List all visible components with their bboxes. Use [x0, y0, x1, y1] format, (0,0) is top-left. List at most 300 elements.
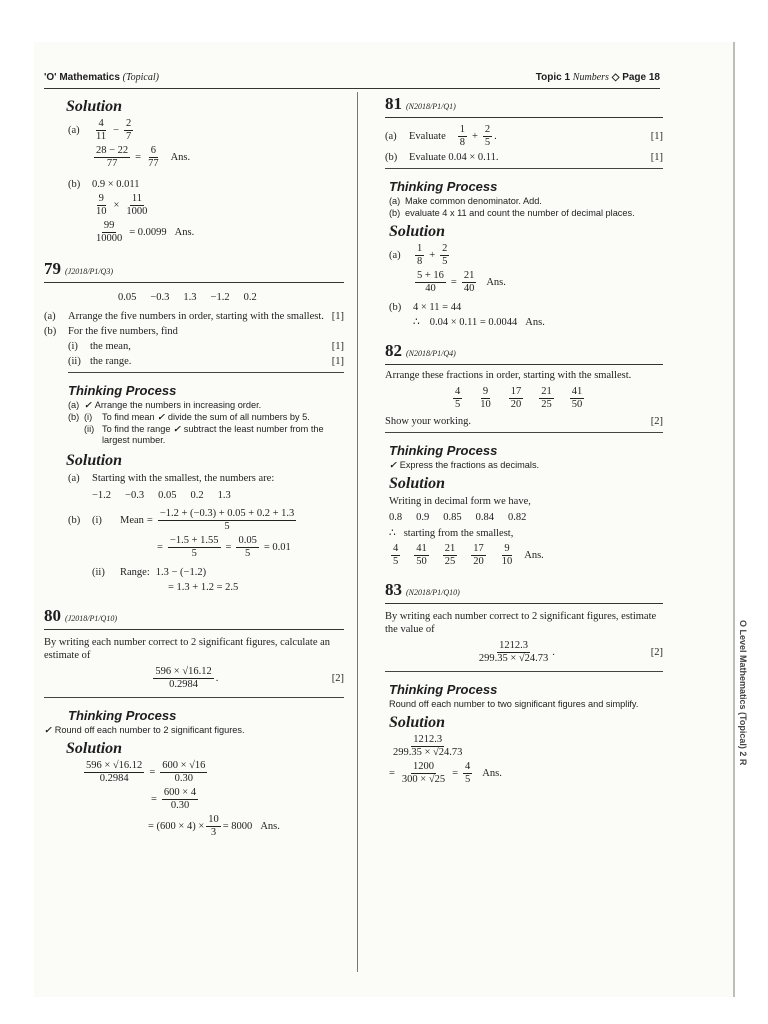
sol82-decimals: [389, 511, 663, 524]
question-text: Evaluate 0.04 × 0.11.: [409, 152, 499, 163]
numerator: 11: [131, 193, 142, 204]
fraction: [477, 640, 550, 665]
marks: [2]: [331, 673, 344, 684]
number-item: 1.3: [217, 490, 231, 501]
fraction: [415, 243, 424, 268]
denominator: 40: [425, 283, 436, 294]
part-label: (a): [389, 250, 401, 261]
sol80-step1: [82, 760, 344, 785]
answer-mark: Ans.: [260, 821, 280, 832]
operator: +: [471, 131, 478, 142]
solution-79: [68, 472, 344, 594]
q81-b: [385, 151, 663, 169]
answer-mark: Ans.: [482, 768, 502, 779]
number-item: 0.8: [389, 512, 403, 523]
part-label: (a): [68, 125, 80, 136]
answer-mark: Ans.: [170, 152, 191, 163]
part-label: (a): [389, 196, 401, 206]
fraction: [206, 814, 221, 839]
numerator: 596 × √16.12: [155, 666, 212, 677]
numerator: 5 + 16: [417, 270, 444, 281]
fraction: [539, 386, 554, 411]
fraction: [570, 386, 585, 411]
operator: =: [146, 515, 153, 526]
solution-heading: Solution: [66, 98, 123, 115]
number-item: 0.2: [190, 490, 204, 501]
tp-text: evaluate 4 x 11 and count the number of decimal places.: [405, 208, 635, 218]
fraction: [94, 220, 124, 245]
question-82-header: [385, 341, 663, 365]
part-label: (a): [44, 311, 56, 322]
result: = 0.0099: [129, 227, 167, 238]
numerator: 4: [455, 386, 461, 397]
period: .: [215, 673, 219, 684]
numerator: 600 × √16: [162, 760, 206, 771]
result: 0.04 × 0.11 = 0.0044: [429, 317, 518, 328]
part-label: (b): [389, 302, 402, 313]
solution-heading: Solution: [389, 714, 446, 731]
fraction: [453, 386, 462, 411]
marks: [1]: [650, 152, 663, 163]
sol83-step2: [389, 761, 663, 786]
numerator: 17: [510, 386, 522, 397]
subpart-label: (ii): [92, 567, 105, 578]
fraction: [415, 270, 446, 295]
numerator: 2: [484, 124, 491, 135]
solution-82: [389, 495, 663, 568]
subpart-label: (i): [92, 515, 102, 526]
question-number: 80: [44, 606, 61, 625]
sol82-text2: [389, 527, 663, 540]
numerator: 1: [459, 124, 465, 135]
tp-text: Round off each number to 2 significant figures.: [54, 725, 245, 735]
header-left: [44, 72, 159, 83]
subpart-label: (i): [84, 412, 93, 422]
solution-heading: Solution: [389, 475, 446, 492]
numerator: 1200: [413, 761, 435, 772]
denominator: 20: [510, 399, 522, 410]
book-subtitle: (Topical): [122, 72, 159, 83]
sol79-order: [92, 489, 344, 502]
q83-expression: [385, 640, 663, 665]
fraction: [124, 118, 133, 143]
subpart-label: (ii): [84, 424, 95, 434]
numerator: 1212.3: [499, 640, 528, 651]
tp83-body: Round off each number to two significant figures and simplify.: [389, 699, 639, 709]
pen-icon: ✓: [84, 400, 92, 410]
number-item: 0.05: [118, 292, 137, 303]
fraction: [509, 386, 524, 411]
subpart-label: (i): [68, 341, 78, 352]
tp82-body: [389, 460, 663, 471]
answer-mark: Ans.: [486, 277, 506, 288]
numerator: 9: [482, 386, 489, 397]
marks: [1]: [331, 311, 344, 322]
denominator: 5: [191, 548, 197, 559]
q82-show: [385, 415, 663, 433]
operator: =: [151, 794, 157, 805]
number-item: −0.3: [125, 490, 145, 501]
number-item: −1.2: [92, 490, 112, 501]
sol80-step3: [148, 814, 344, 839]
question-reference: (J2018/P1/Q10): [65, 614, 117, 623]
topic-name: Numbers: [572, 72, 609, 83]
tp81-b: [389, 208, 663, 219]
right-column: [385, 94, 663, 788]
numerator: 1212.3: [413, 734, 443, 745]
numerator: 28 − 22: [96, 145, 129, 156]
tp-text: divide the sum of all numbers by 5.: [167, 412, 310, 422]
denominator: 0.2984: [169, 679, 198, 690]
question-number: 79: [44, 259, 61, 278]
solution-text: starting from the smallest,: [403, 528, 514, 539]
q79-b-i: [68, 340, 344, 353]
question-number: 81: [385, 94, 402, 113]
denominator: 25: [541, 399, 552, 410]
fraction: [162, 787, 198, 812]
q79-numbers: [118, 291, 344, 304]
fraction: [400, 761, 447, 786]
answer-mark: Ans.: [525, 317, 545, 328]
denominator: 5: [245, 548, 251, 559]
fraction: [414, 543, 429, 568]
number-item: 0.85: [443, 512, 462, 523]
question-reference: (N2018/P1/Q1): [406, 102, 456, 111]
sol78-a: [68, 118, 344, 143]
denominator: 11: [96, 131, 107, 142]
numerator: 596 × √16.12: [86, 760, 143, 771]
operator: =: [389, 768, 395, 779]
operator: =: [157, 542, 163, 553]
number-item: 0.84: [475, 512, 494, 523]
period: .: [494, 131, 497, 142]
solution-80: [68, 760, 344, 839]
question-text: the range.: [90, 356, 132, 367]
denominator: 1000: [126, 206, 148, 217]
tp81-body: [389, 196, 663, 219]
denominator: 50: [571, 399, 583, 410]
pen-icon: ✓: [389, 460, 397, 470]
number-item: 0.2: [243, 292, 257, 303]
tp80-body: [44, 725, 344, 736]
tp-text: Express the fractions as decimals.: [399, 460, 540, 470]
denominator: 5: [484, 137, 491, 148]
fraction: [94, 145, 130, 170]
part-label: (b): [385, 152, 398, 163]
tp-text: To find the range: [102, 424, 171, 434]
number-item: 0.82: [508, 512, 527, 523]
question-rule: [44, 697, 344, 698]
numerator: −1.5 + 1.55: [169, 535, 219, 546]
part-label: (b): [389, 208, 401, 218]
numerator: 9: [504, 543, 510, 554]
question-80-header: [44, 606, 344, 630]
number-item: 1.3: [183, 292, 197, 303]
fraction: [168, 535, 221, 560]
question-81-header: [385, 94, 663, 118]
numerator: 41: [571, 386, 583, 397]
denominator: 77: [148, 158, 159, 169]
question-number: 83: [385, 580, 402, 599]
operator: =: [135, 152, 142, 163]
q79-b: [44, 325, 344, 338]
diamond-icon: ◇: [611, 72, 620, 83]
denominator: 5: [393, 556, 399, 567]
fraction: [124, 193, 149, 218]
q80-text: By writing each number correct to 2 significant figures, calculate an estimate of: [44, 637, 331, 661]
fraction: [462, 270, 477, 295]
numerator: 99: [103, 220, 115, 231]
expression: = (600 × 4) ×: [148, 821, 205, 832]
fraction: [391, 734, 464, 759]
question-79-header: [44, 259, 344, 283]
fraction: [458, 124, 467, 149]
thinking-process-heading: Thinking Process: [389, 443, 498, 458]
question-rule: [385, 671, 663, 672]
tp-text: Arrange the numbers in increasing order.: [94, 400, 262, 410]
fraction: [84, 760, 144, 785]
question-text: Show your working.: [385, 416, 472, 427]
solution-text: Starting with the smallest, the numbers are:: [92, 473, 275, 484]
thinking-process-heading: Thinking Process: [68, 383, 177, 398]
numerator: 4: [98, 118, 104, 129]
tp79-b-i: [68, 412, 344, 423]
q81-a: [385, 124, 663, 149]
fraction: [236, 535, 258, 560]
part-label: (b): [68, 515, 81, 526]
denominator: 8: [459, 137, 465, 148]
operator: −: [113, 125, 120, 136]
thinking-process-heading: Thinking Process: [389, 179, 498, 194]
expression: 4 × 11 = 44: [413, 302, 462, 313]
marks: [2]: [650, 416, 663, 427]
binding-edge: [733, 42, 735, 997]
tp79-body: [68, 400, 344, 446]
denominator: 300 × √25: [401, 774, 446, 785]
q79-a: [44, 310, 344, 323]
number-item: 0.05: [158, 490, 177, 501]
numerator: 21: [541, 386, 552, 397]
tp-text: subtract the least number from the largest number.: [102, 424, 324, 445]
question-reference: (J2018/P1/Q3): [65, 267, 113, 276]
marks: [1]: [650, 131, 663, 142]
part-label: (b): [68, 179, 81, 190]
solution-heading: Solution: [389, 223, 446, 240]
sol78-b: [68, 178, 344, 191]
side-margin-text: O Level Mathematics (Topical) 2 R: [738, 620, 748, 766]
question-number: 82: [385, 341, 402, 360]
fraction: [440, 243, 449, 268]
numerator: 10: [208, 814, 219, 825]
denominator: 10: [96, 206, 107, 217]
numerator: 21: [463, 270, 475, 281]
tp79-a: [68, 400, 344, 411]
denominator: 10: [501, 556, 513, 567]
expression: 1.3 − (−1.2): [155, 567, 207, 578]
part-label: (b): [68, 412, 80, 422]
operator: =: [452, 768, 459, 779]
number-item: −1.2: [210, 292, 230, 303]
fraction: [158, 508, 296, 533]
solution-78: [68, 118, 344, 245]
denominator: 0.2984: [99, 773, 129, 784]
page-number: Page 18: [622, 72, 660, 83]
operator: =: [450, 277, 457, 288]
q80-expression: [44, 666, 344, 691]
denominator: 0.30: [174, 773, 194, 784]
marks: [1]: [331, 341, 344, 352]
thinking-process-heading: Thinking Process: [68, 708, 177, 723]
question-text: Evaluate: [409, 131, 446, 142]
left-column: [44, 94, 344, 841]
numerator: 0.05: [238, 535, 257, 546]
sol81-b: [389, 301, 663, 314]
pen-icon: ✓: [44, 725, 52, 735]
denominator: 5: [465, 774, 471, 785]
numerator: −1.2 + (−0.3) + 0.05 + 0.2 + 1.3: [159, 508, 295, 519]
fraction: [471, 543, 486, 568]
denominator: 8: [417, 256, 423, 267]
pen-icon: ✓: [173, 424, 181, 434]
column-divider: [357, 92, 358, 972]
answer-mark: Ans.: [524, 550, 544, 561]
numerator: 6: [150, 145, 156, 156]
operator: ×: [113, 200, 120, 211]
tp79-b-ii: [68, 424, 344, 446]
operator: =: [149, 767, 156, 778]
result: = 1.3 + 1.2 = 2.5: [168, 582, 239, 593]
number-item: 0.9: [416, 512, 430, 523]
question-text: the mean,: [90, 341, 131, 352]
range-label: Range:: [120, 567, 150, 578]
subpart-label: (ii): [68, 356, 81, 367]
page-header: [44, 72, 660, 86]
part-label: (a): [68, 400, 80, 410]
answer-mark: Ans.: [174, 227, 195, 238]
denominator: 5: [442, 256, 448, 267]
denominator: 3: [210, 827, 217, 838]
q83-text: By writing each number correct to 2 significant figures, estimate the value of: [385, 611, 657, 635]
numerator: 4: [465, 761, 471, 772]
solution-heading: Solution: [66, 740, 123, 757]
thinking-process-heading: Thinking Process: [389, 682, 498, 697]
sol79-mean-step: [154, 535, 344, 560]
fraction: [146, 145, 161, 170]
sol82-ordered: [389, 543, 663, 568]
denominator: 7: [126, 131, 132, 142]
sol79-range-result: [168, 581, 344, 594]
question-reference: (N2018/P1/Q10): [406, 588, 460, 597]
fraction: [500, 543, 515, 568]
sol78-a-step: [92, 145, 344, 170]
header-rule: [44, 88, 660, 89]
therefore-icon: ∴: [413, 317, 420, 328]
topic-label: Topic 1: [535, 72, 571, 83]
sol83-step1: [389, 734, 663, 759]
question-reference: (N2018/P1/Q4): [406, 349, 456, 358]
fraction: [391, 543, 400, 568]
denominator: 25: [444, 556, 456, 567]
part-label: (b): [44, 326, 57, 337]
fraction: [153, 666, 213, 691]
question-83-header: [385, 580, 663, 604]
operator: =: [225, 542, 232, 553]
q82-fractions: [451, 386, 663, 411]
denominator: 5: [224, 521, 230, 532]
denominator: 299.35 × √24.73: [478, 653, 549, 664]
question-text: For the five numbers, find: [68, 326, 178, 337]
sol78-b-step: [92, 193, 344, 218]
pen-icon: ✓: [157, 412, 165, 422]
solution-heading: Solution: [66, 452, 123, 469]
sol79-a: [68, 472, 344, 485]
fraction: [463, 761, 472, 786]
marks: [2]: [650, 647, 663, 658]
tp-text: To find mean: [102, 412, 155, 422]
numerator: 600 × 4: [163, 787, 197, 798]
book-title: 'O' Mathematics: [44, 72, 120, 83]
sol81-a-step: [413, 270, 663, 295]
q79-b-ii: [68, 355, 344, 373]
denominator: 77: [106, 158, 118, 169]
numerator: 1: [417, 243, 423, 254]
numerator: 2: [126, 118, 132, 129]
numerator: 41: [416, 543, 427, 554]
denominator: 10: [480, 399, 491, 410]
denominator: 20: [473, 556, 484, 567]
sol78-b-result: [92, 220, 344, 245]
therefore-icon: ∴: [389, 528, 396, 539]
marks: [1]: [331, 356, 344, 367]
numerator: 4: [393, 543, 399, 554]
part-label: (a): [385, 131, 397, 142]
mean-label: Mean: [120, 515, 144, 526]
fraction: [94, 193, 109, 218]
period: .: [552, 647, 555, 658]
tp81-a: [389, 196, 663, 207]
fraction: [443, 543, 458, 568]
sol82-text1: Writing in decimal form we have,: [389, 496, 531, 507]
result: = 0.01: [263, 542, 291, 553]
sol81-a: [389, 243, 663, 268]
solution-81: [389, 243, 663, 329]
number-item: −0.3: [150, 292, 170, 303]
q82-text: Arrange these fractions in order, starting with the smallest.: [385, 370, 632, 381]
numerator: 17: [473, 543, 484, 554]
sol81-b-result: [413, 316, 663, 329]
operator: +: [429, 250, 436, 261]
denominator: 299.35 × √24.73: [393, 747, 463, 758]
result: = 8000: [222, 821, 253, 832]
expression: 0.9 × 0.011: [92, 179, 140, 190]
denominator: 0.30: [170, 800, 190, 811]
part-label: (a): [68, 473, 80, 484]
solution-83: [389, 734, 663, 786]
denominator: 10000: [96, 233, 123, 244]
numerator: 2: [442, 243, 448, 254]
numerator: 9: [98, 193, 104, 204]
fraction: [94, 118, 108, 143]
fraction: [478, 386, 493, 411]
sol80-step2: [148, 787, 344, 812]
header-right: [536, 72, 660, 83]
denominator: 40: [463, 283, 475, 294]
tp-text: Make common denominator. Add.: [405, 196, 542, 206]
fraction: [483, 124, 492, 149]
denominator: 50: [416, 556, 427, 567]
numerator: 21: [444, 543, 456, 554]
fraction: [160, 760, 207, 785]
